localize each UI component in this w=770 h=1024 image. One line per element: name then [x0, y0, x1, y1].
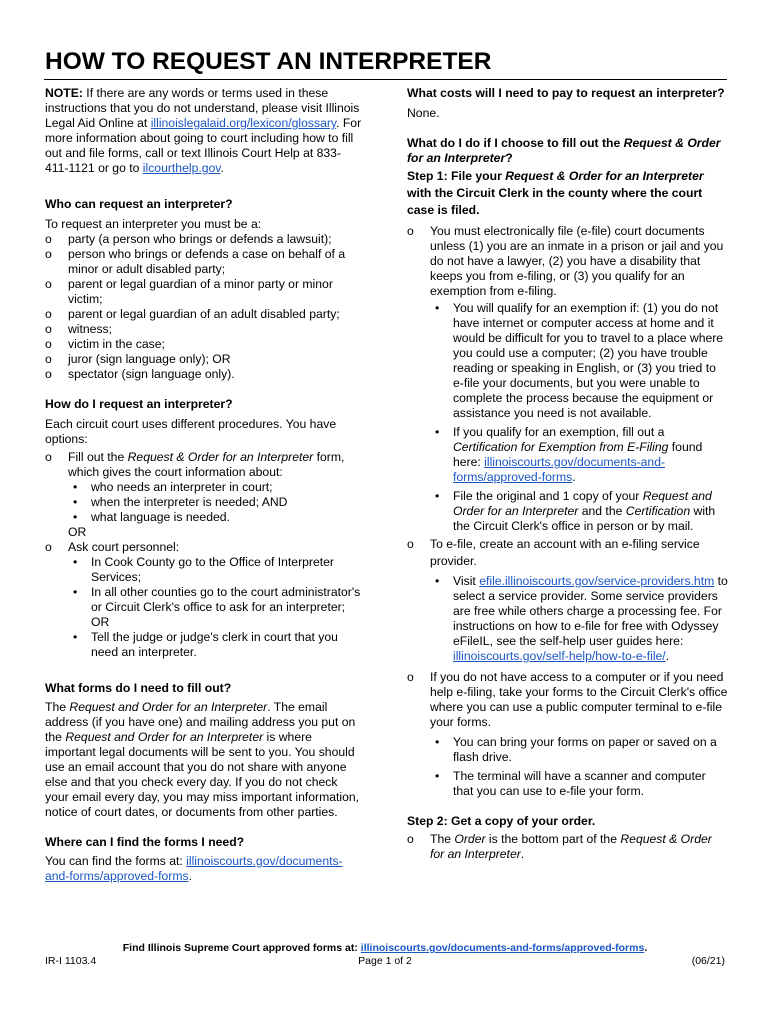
personnel-list [68, 555, 363, 660]
fill-heading: What do I do if I choose to fill out the Request & Order for an Interpreter? [407, 136, 721, 165]
list-item: o victim in the case; [45, 337, 363, 352]
or-separator: OR [68, 525, 87, 539]
list-item: • In Cook County go to the Office of Interpreter Services; [68, 555, 363, 585]
exemption-list [430, 301, 729, 534]
glossary-link[interactable]: illinoislegalaid.org/lexicon/glossary [150, 116, 337, 130]
list-item: o parent or legal guardian of an adult disabled party; [45, 307, 363, 322]
list-item: • Tell the judge or judge's clerk in court that you need an interpreter. [68, 630, 363, 660]
list-item: • You will qualify for an exemption if: (1) you do not have internet or computer access at home and it would be difficult for you to travel to a place where you could use a computer; (2) you have trouble reading or speaking in English, or (3) you tried to e-file your documents, but you were unable to complete the process because the equipment or assistance you need is not available. [430, 301, 729, 421]
step2-list [407, 832, 729, 862]
step1-list [407, 224, 729, 799]
note-label: NOTE: [45, 86, 83, 100]
forms-heading: What forms do I need to fill out? [45, 681, 232, 695]
forms-paragraph: The Request and Order for an Interpreter. The email address (if you have one) and mailing address you put on the Request and Order for an Interpreter is where important legal documents will be sent to you. You should use an email account that you do not share with anyone else and that you check every day. If you do not check your email every day, you may miss important information, notice of court dates, or documents from other parties. [45, 700, 360, 819]
list-item: • File the original and 1 copy of your Request and Order for an Interpreter and the Certification with the Circuit Clerk's office in person or by mail. [430, 489, 729, 534]
list-item: • The terminal will have a scanner and computer that you can use to e-file your form. [430, 769, 729, 799]
list-item: o spectator (sign language only). [45, 367, 363, 382]
footer-forms-link[interactable]: illinoiscourts.gov/documents-and-forms/approved-forms [360, 942, 645, 954]
page-title: HOW TO REQUEST AN INTERPRETER [45, 48, 492, 75]
option-ask-personnel: o Ask court personnel: • In Cook County go to the Office of Interpreter Services; • In all other counties go to the court administrator's or Circuit Clerk's office to ask for an interpreter; OR • Tell the judge or judge's clerk in court that you need an interpreter. [45, 540, 363, 660]
list-item: o The Order is the bottom part of the Request & Order for an Interpreter. [407, 832, 729, 862]
list-item: • who needs an interpreter in court; [68, 480, 363, 495]
how-options [45, 450, 363, 660]
list-item: o juror (sign language only); OR [45, 352, 363, 367]
list-item: o witness; [45, 322, 363, 337]
title-rule [44, 79, 727, 80]
courthelp-link[interactable]: ilcourthelp.gov [142, 161, 221, 175]
list-item: • In all other counties go to the court administrator's or Circuit Clerk's office to ask for an interpreter; OR [68, 585, 363, 630]
account-item: o To e-file, create an account with an e-filing service provider. • Visit efile.illinoiscourts.gov/service-providers.htm to select a service provider. Some service providers are free while others charge a processing fee. For instructions on how to e-file for free with Odyssey eFileIL, see the self-help user guides here: illinoiscourts.gov/self-help/how-to-e-file/. [407, 536, 729, 664]
efile-item: o You must electronically file (e-file) court documents unless (1) you are an inmate in a prison or jail and you do not have a lawyer, (2) you have a disability that keeps you from e-filing, or (3) you qualify for an exemption from e-filing. • You will qualify for an exemption if: (1) you do not have internet or computer access at home and it would be difficult for you to travel to a place where you could use a computer; (2) you have trouble reading or speaking in English, or (3) you tried to e-file your documents, but you were unable to complete the process because the equipment or assistance you need is not available. • If you qualify for an exemption, fill out a Certification for Exemption from E-Filing found here: illinoiscourts.gov/documents-and-forms/approved-forms. • File the original and 1 copy of your Request and Order for an Interpreter and the Certification with the Circuit Clerk's office in person or by mail. [407, 224, 729, 534]
how-to-efile-link[interactable]: illinoiscourts.gov/self-help/how-to-e-file/ [453, 649, 666, 663]
list-item: • when the interpreter is needed; AND [68, 495, 363, 510]
provider-list [430, 574, 729, 664]
list-item: • what language is needed. [68, 510, 363, 525]
revision-date: (06/21) [691, 955, 725, 967]
noaccess-item: o If you do not have access to a computer or if you need help e-filing, take your forms to the Circuit Clerk's office where you can use a public computer terminal to e-file your forms. • You can bring your forms on paper or saved on a flash drive. • The terminal will have a scanner and computer that you can use to e-file your form. [407, 670, 729, 799]
step2-heading: Step 2: Get a copy of your order. [407, 814, 596, 828]
approved-forms-link[interactable]: illinoiscourts.gov/documents-and-forms/approved-forms [45, 854, 343, 883]
list-item: • Visit efile.illinoiscourts.gov/service-providers.htm to select a service provider. Some service providers are free while others charge a processing fee. For instructions on how to e-file for free with Odyssey eFileIL, see the self-help user guides here: illinoiscourts.gov/self-help/how-to-e-file/. [430, 574, 729, 664]
costs-heading: What costs will I need to pay to request an interpreter? [407, 86, 725, 100]
costs-answer: None. [407, 106, 440, 120]
page-number: Page 1 of 2 [358, 955, 412, 967]
how-intro: Each circuit court uses different procedures. You have options: [45, 417, 337, 446]
list-item: • If you qualify for an exemption, fill out a Certification for Exemption from E-Filing found here: illinoiscourts.gov/documents-and-forms/approved-forms. [430, 425, 729, 485]
right-column [407, 86, 729, 862]
note-paragraph: NOTE: If there are any words or terms used in these instructions that you do not understand, please visit Illinois Legal Aid Online at illinoislegalaid.org/lexicon/glossary. For more information about going to court including how to fill out and file forms, call or text Illinois Court Help at 833-411-1121 or go to ilcourthelp.gov. [45, 86, 362, 175]
form-id: IR-I 1103.4 [45, 955, 97, 967]
list-item: o party (a person who brings or defends a lawsuit); [45, 232, 363, 247]
approved-forms-link[interactable]: illinoiscourts.gov/documents-and-forms/approved-forms [453, 455, 666, 484]
who-heading: Who can request an interpreter? [45, 197, 233, 211]
who-intro: To request an interpreter you must be a: [45, 217, 262, 231]
list-item: • You can bring your forms on paper or saved on a flash drive. [430, 735, 729, 765]
how-heading: How do I request an interpreter? [45, 397, 233, 411]
terminal-list [430, 735, 729, 799]
list-item: o person who brings or defends a case on behalf of a minor or adult disabled party; [45, 247, 363, 277]
where-paragraph: You can find the forms at: illinoiscourts.gov/documents-and-forms/approved-forms. [45, 854, 343, 883]
footer-find-forms: Find Illinois Supreme Court approved forms at: illinoiscourts.gov/documents-and-forms/approved-forms. [122, 942, 648, 954]
list-item: o parent or legal guardian of a minor party or minor victim; [45, 277, 363, 307]
form-info-list [68, 480, 363, 525]
where-heading: Where can I find the forms I need? [45, 835, 245, 849]
who-list [45, 232, 363, 382]
option-fill-form: o Fill out the Request & Order for an Interpreter form, which gives the court information about: • who needs an interpreter in court; • when the interpreter is needed; AND • what language is needed. OR [45, 450, 363, 540]
left-column [45, 86, 363, 884]
service-providers-link[interactable]: efile.illinoiscourts.gov/service-providers.htm [479, 574, 715, 588]
step1-heading: Step 1: File your Request & Order for an Interpreter with the Circuit Clerk in the county where the court case is filed. [407, 169, 704, 217]
